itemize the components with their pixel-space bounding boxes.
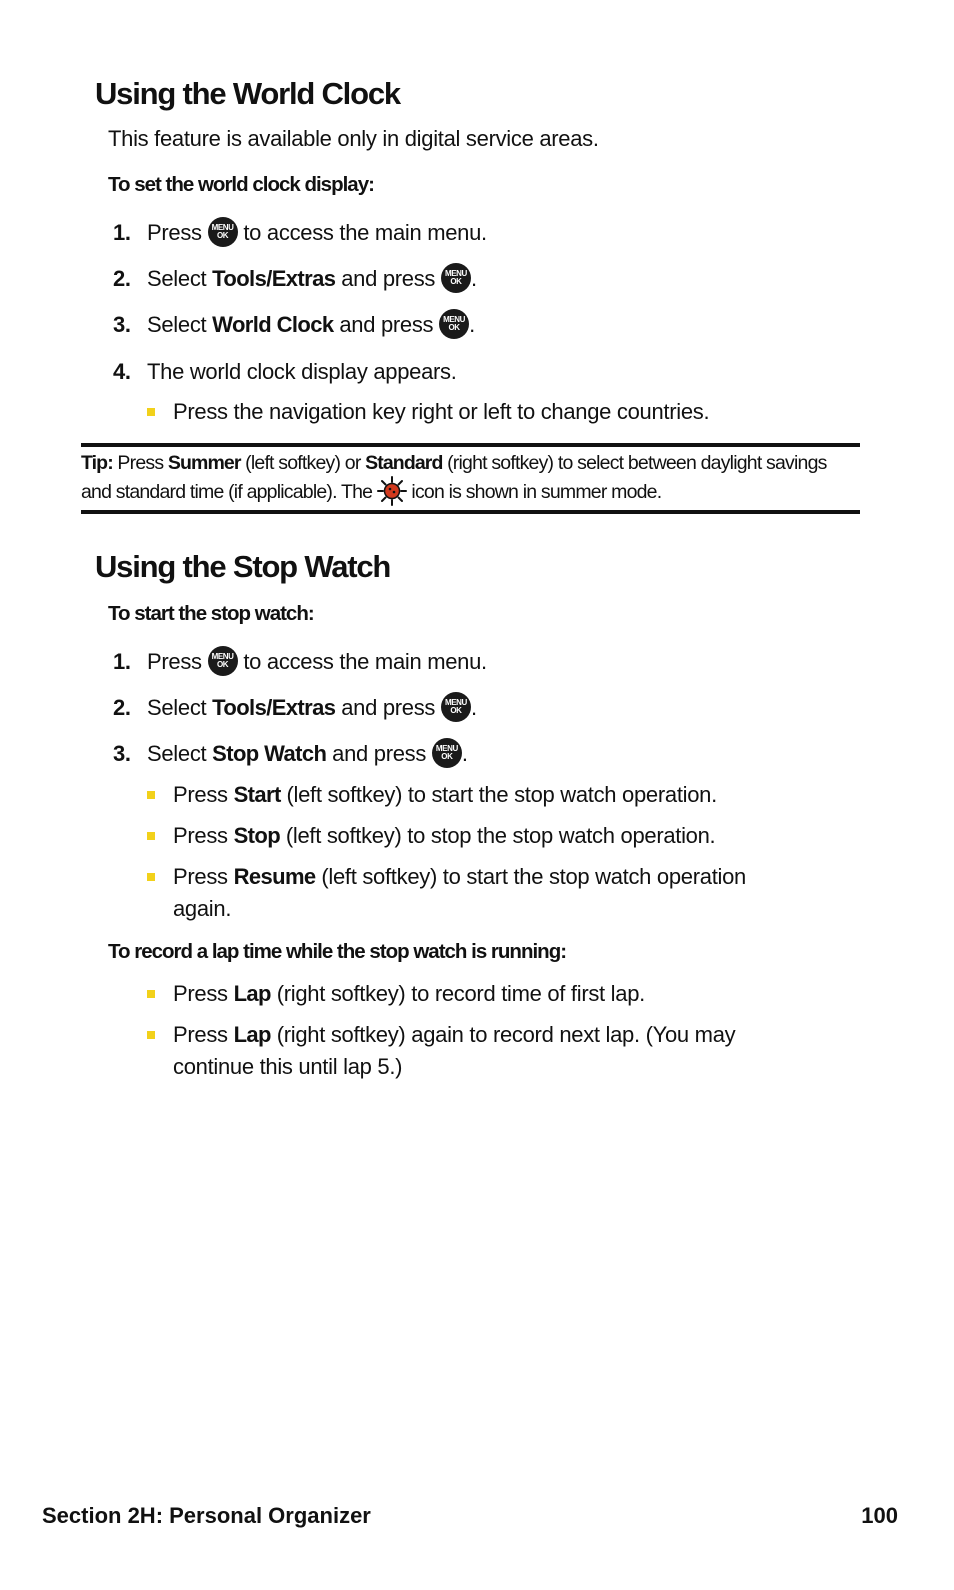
step-1: 1. Press MENU OK to access the main menu. [113,647,487,678]
bullet-lap-first: Press Lap (right softkey) to record time of first lap. [173,981,645,1006]
bullet-marker [147,832,155,840]
subheading-set-world-clock: To set the world clock display: [108,173,374,196]
section-heading-stop-watch: Using the Stop Watch [95,549,391,584]
bullet-lap-next: Press Lap (right softkey) again to record next lap. (You may continue this until lap 5.) [173,1022,736,1079]
intro-text: This feature is available only in digital service areas. [108,126,599,151]
menu-ok-key-icon: MENU OK [439,309,469,339]
menu-ok-key-icon: MENU OK [441,263,471,293]
subheading-start-stop-watch: To start the stop watch: [108,602,314,625]
step-1: 1. Press MENU OK to access the main menu. [113,218,487,249]
subheading-record-lap: To record a lap time while the stop watch is running: [108,940,567,963]
bullet-navigation: Press the navigation key right or left to change countries. [173,399,710,424]
bullet-start: Press Start (left softkey) to start the stop watch operation. [173,782,717,807]
step-2: 2. Select Tools/Extras and press MENU OK . [113,264,477,295]
step-4: 4. The world clock display appears. [113,359,457,384]
step-3: 3. Select Stop Watch and press MENU OK . [113,739,468,770]
menu-ok-key-icon: MENU OK [208,217,238,247]
bullet-marker [147,990,155,998]
bullet-marker [147,791,155,799]
step-3: 3. Select World Clock and press MENU OK . [113,310,475,341]
menu-ok-key-icon: MENU OK [441,692,471,722]
bullet-resume: Press Resume (left softkey) to start the stop watch operation again. [173,864,746,921]
menu-ok-key-icon: MENU OK [432,738,462,768]
footer-page-number: 100 [861,1503,898,1528]
tip-top-rule [81,443,860,447]
step-2: 2. Select Tools/Extras and press MENU OK . [113,693,477,724]
bullet-marker [147,408,155,416]
bullet-marker [147,1031,155,1039]
menu-ok-key-icon: MENU OK [208,646,238,676]
footer-section-title: Section 2H: Personal Organizer [42,1503,371,1528]
tip-bottom-rule [81,510,860,514]
bullet-marker [147,873,155,881]
tip-box: Tip: Press Summer (left softkey) or Standard (right softkey) to select between daylight savings and standard time (if applicable). The icon is shown in summer mode. [81,449,861,508]
bullet-stop: Press Stop (left softkey) to stop the stop watch operation. [173,823,716,848]
section-heading-world-clock: Using the World Clock [95,76,400,111]
summer-sun-icon [377,476,407,506]
